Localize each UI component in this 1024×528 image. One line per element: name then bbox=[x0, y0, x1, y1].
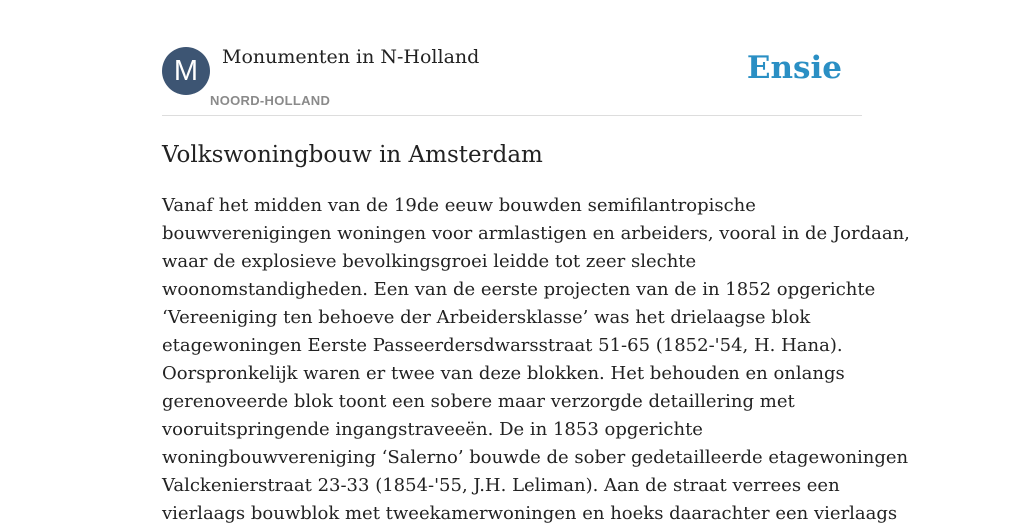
article-text-line: bouwverenigingen woningen voor armlastigen en arbeiders, vooral in de Jordaan, bbox=[162, 223, 910, 244]
article-text-line: Valckenierstraat 23-33 (1854-'55, J.H. Leliman). Aan de straat verrees een bbox=[162, 475, 840, 496]
article-title: Volkswoningbouw in Amsterdam bbox=[162, 142, 543, 168]
brand-logo[interactable]: Ensie bbox=[746, 50, 842, 86]
article-text-line: waar de explosieve bevolkingsgroei leidde tot zeer slechte bbox=[162, 251, 697, 272]
article-text-line: woningbouwvereniging ‘Salerno’ bouwde de sober gedetailleerde etagewoningen bbox=[162, 447, 909, 468]
article-text-line: Oorspronkelijk waren er twee van deze blokken. Het behouden en onlangs bbox=[162, 363, 845, 384]
article-text-line: gerenoveerde blok toont een sobere maar verzorgde detaillering met bbox=[162, 391, 795, 412]
article-text-line: ‘Vereeniging ten behoeve der Arbeidersklasse’ was het drielaagse blok bbox=[162, 307, 811, 328]
article-text-line: vooruitspringende ingangstraveeën. De in 1853 opgerichte bbox=[162, 419, 703, 440]
article-text-line: woonomstandigheden. Een van de eerste projecten van de in 1852 opgerichte bbox=[162, 279, 876, 300]
article-text-line: vierlaags bouwblok met tweekamerwoningen en hoeks daarachter een vierlaags bbox=[162, 503, 898, 524]
site-title-link[interactable]: Monumenten in N-Holland bbox=[222, 46, 480, 68]
article-text-line: Vanaf het midden van de 19de eeuw bouwden semifilantropische bbox=[162, 195, 756, 216]
category-link[interactable]: NOORD-HOLLAND bbox=[210, 93, 331, 108]
article-text-line: etagewoningen Eerste Passeerdersdwarsstraat 51-65 (1852-'54, H. Hana). bbox=[162, 335, 843, 356]
header-divider bbox=[162, 115, 862, 116]
article-body bbox=[162, 192, 910, 528]
header bbox=[162, 46, 862, 116]
avatar[interactable]: M bbox=[162, 47, 210, 95]
